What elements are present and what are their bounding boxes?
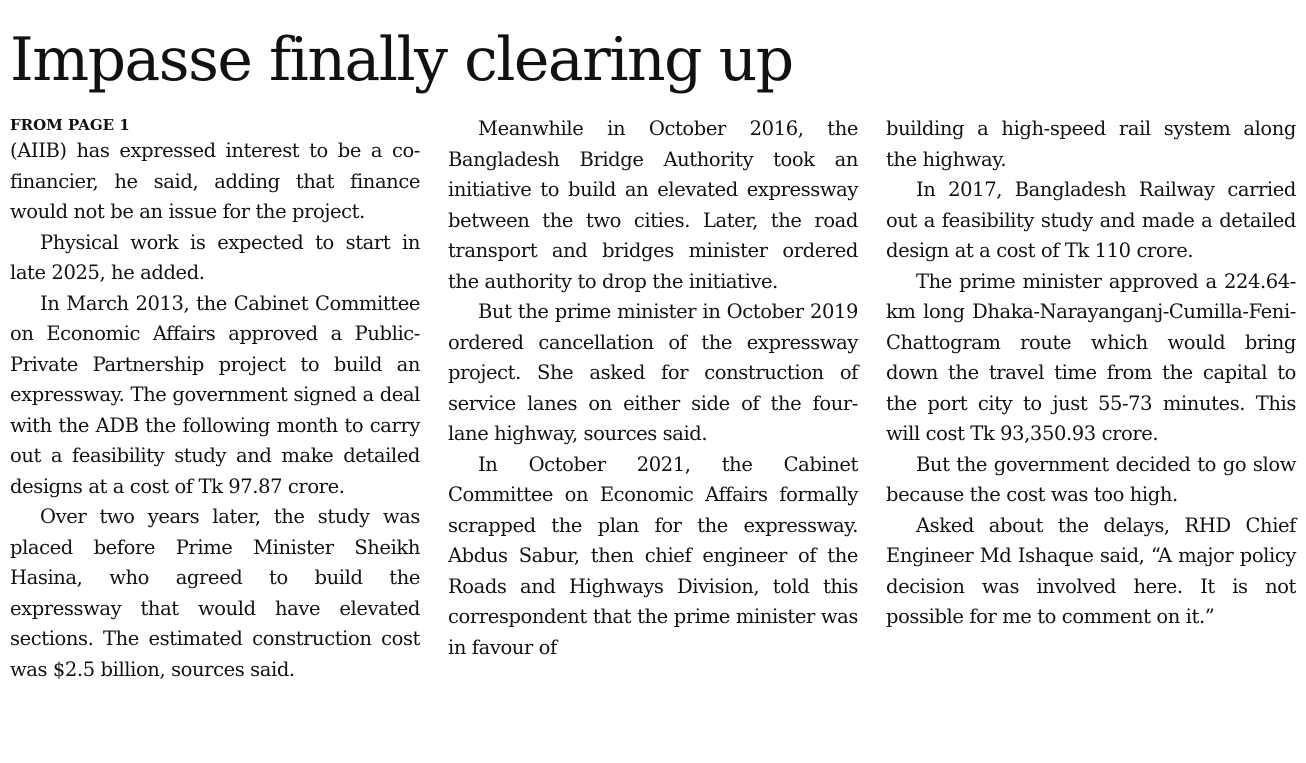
article-paragraph: In March 2013, the Cabinet Committee on Economic Affairs approved a Public-Private Partnership project to build an expressway. The government signed a deal with the ADB the following month to carry out a feasibility study and make detailed designs at a cost of Tk 97.87 crore. [10,291,420,498]
article-paragraph: In October 2021, the Cabinet Committee on Economic Affairs formally scrapped the plan for the expressway. Abdus Sabur, then chief engineer of the Roads and Highways Division, told this correspondent that the prime minister was in favour of [448,452,858,659]
article-paragraph: The prime minister approved a 224.64-km long Dhaka-Narayanganj-Cumilla-Feni-Chattogram route which would bring down the travel time from the capital to the port city to just 55-73 minutes. This will cost Tk 93,350.93 crore. [886,269,1296,445]
article-paragraph: Physical work is expected to start in late 2025, he added. [10,230,420,284]
article-paragraph: But the prime minister in October 2019 ordered cancellation of the expressway project. She asked for construction of service lanes on either side of the four-lane highway, sources said. [448,300,858,445]
article-paragraph: (AIIB) has expressed interest to be a co-financier, he said, adding that finance would not be an issue for the project. [10,139,420,223]
article-paragraph: But the government decided to go slow because the cost was too high. [886,452,1296,506]
article-paragraph: Asked about the delays, RHD Chief Engineer Md Ishaque said, “A major policy decision was involved here. It is not possible for me to comment on it.” [886,513,1296,628]
article-paragraph: building a high-speed rail system along the highway. [886,117,1296,171]
article-paragraph: Over two years later, the study was placed before Prime Minister Sheikh Hasina, who agreed to build the expressway that would have elevated sections. The estimated construction cost was $2.5 billion, sources said. [10,505,420,681]
article-paragraph: In 2017, Bangladesh Railway carried out a feasibility study and made a detailed design at a cost of Tk 110 crore. [886,178,1296,262]
continuation-kicker: FROM PAGE 1 [10,116,130,134]
article-column-2 [448,114,858,663]
article-headline: Impasse finally clearing up [10,25,793,95]
article-column-3 [886,114,1296,633]
article-column-1 [10,114,420,685]
article-paragraph: Meanwhile in October 2016, the Bangladesh Bridge Authority took an initiative to build an elevated expressway between the two cities. Later, the road transport and bridges minister ordered the authority to drop the initiative. [448,117,858,293]
